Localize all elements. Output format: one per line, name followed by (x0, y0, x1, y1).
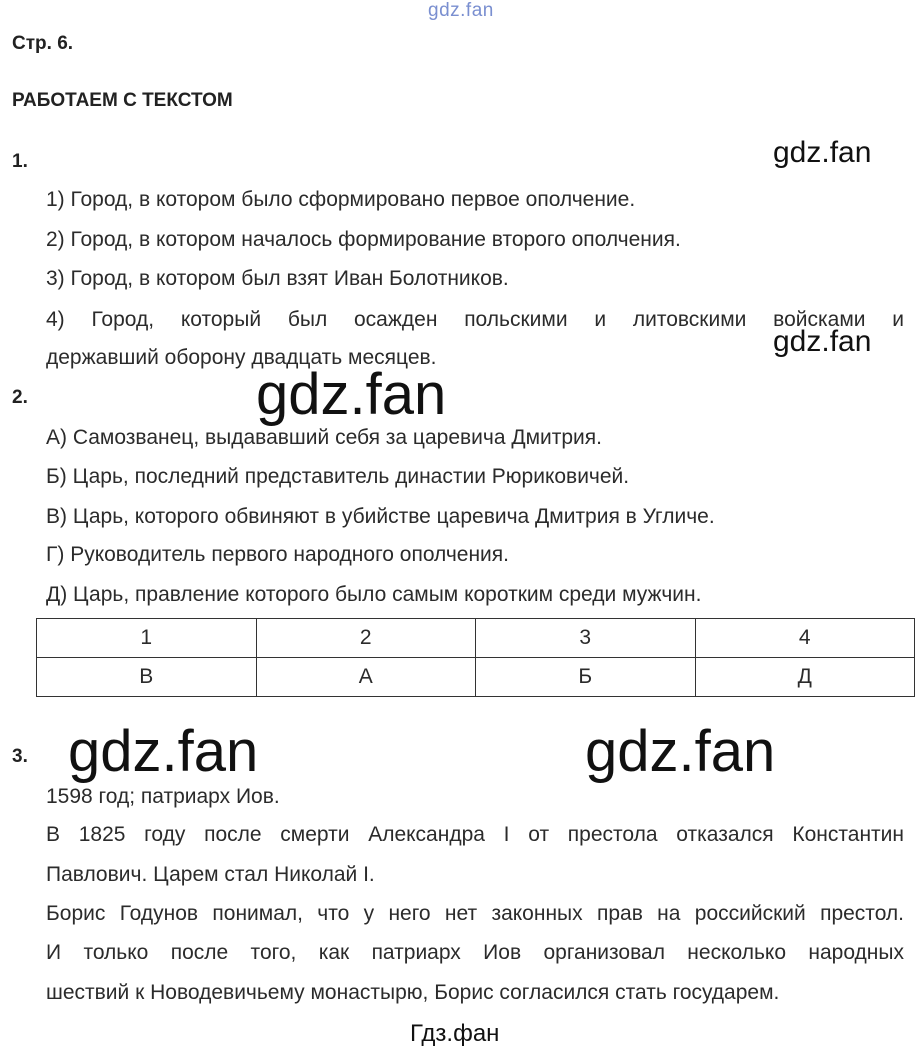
task1-item-continuation: державший оборону двадцать месяцев. (46, 346, 437, 369)
answer-table-header: 1 (37, 619, 257, 658)
footer-watermark: Гдз.фан (410, 1020, 500, 1047)
task3-line: Павлович. Царем стал Николай I. (46, 863, 375, 886)
task2-item: Г) Руководитель первого народного ополчения. (46, 543, 509, 566)
task2-item: Д) Царь, правление которого было самым коротким среди мужчин. (46, 583, 702, 606)
task3-number: 3. (12, 746, 28, 767)
task3-line: шествий к Новодевичьему монастырю, Борис согласился стать государем. (46, 981, 780, 1004)
task2-item: А) Самозванец, выдававший себя за царевича Дмитрия. (46, 426, 602, 449)
task1-item: 2) Город, в котором началось формирование второго ополчения. (46, 228, 681, 251)
task1-item: 1) Город, в котором было сформировано первое ополчение. (46, 188, 636, 211)
task1-item: 3) Город, в котором был взят Иван Болотников. (46, 267, 509, 290)
task3-line: Борис Годунов понимал, что у него нет законных прав на российский престол. (46, 902, 904, 925)
answer-table-header: 2 (256, 619, 476, 658)
task2-item: Б) Царь, последний представитель династии Рюриковичей. (46, 465, 630, 488)
watermark-text: gdz.fan (256, 362, 447, 427)
task1-number: 1. (12, 151, 28, 172)
task2-number: 2. (12, 387, 28, 408)
task1-item: 4) Город, который был осажден польскими и литовскими войсками и (46, 308, 904, 331)
task2-item: В) Царь, которого обвиняют в убийстве царевича Дмитрия в Угличе. (46, 505, 715, 528)
watermark-top: gdz.fan (428, 0, 494, 21)
answer-table-cell: В (37, 658, 257, 697)
answer-table-header-row (37, 619, 915, 658)
watermark-text: gdz.fan (585, 719, 776, 784)
answer-table-cell: Б (476, 658, 696, 697)
watermark-text: gdz.fan (773, 325, 872, 358)
answer-table (36, 618, 915, 697)
answer-table-header: 3 (476, 619, 696, 658)
answer-table-header: 4 (695, 619, 915, 658)
task3-line: 1598 год; патриарх Иов. (46, 785, 280, 808)
section-title: РАБОТАЕМ С ТЕКСТОМ (12, 90, 233, 111)
task3-line: И только после того, как патриарх Иов организовал несколько народных (46, 941, 904, 964)
task3-line: В 1825 году после смерти Александра I от престола отказался Константин (46, 823, 904, 846)
page-label: Стр. 6. (12, 33, 74, 54)
answer-table-answer-row (37, 658, 915, 697)
answer-table-cell: А (256, 658, 476, 697)
watermark-text: gdz.fan (68, 719, 259, 784)
watermark-text: gdz.fan (773, 136, 872, 169)
answer-table-cell: Д (695, 658, 915, 697)
